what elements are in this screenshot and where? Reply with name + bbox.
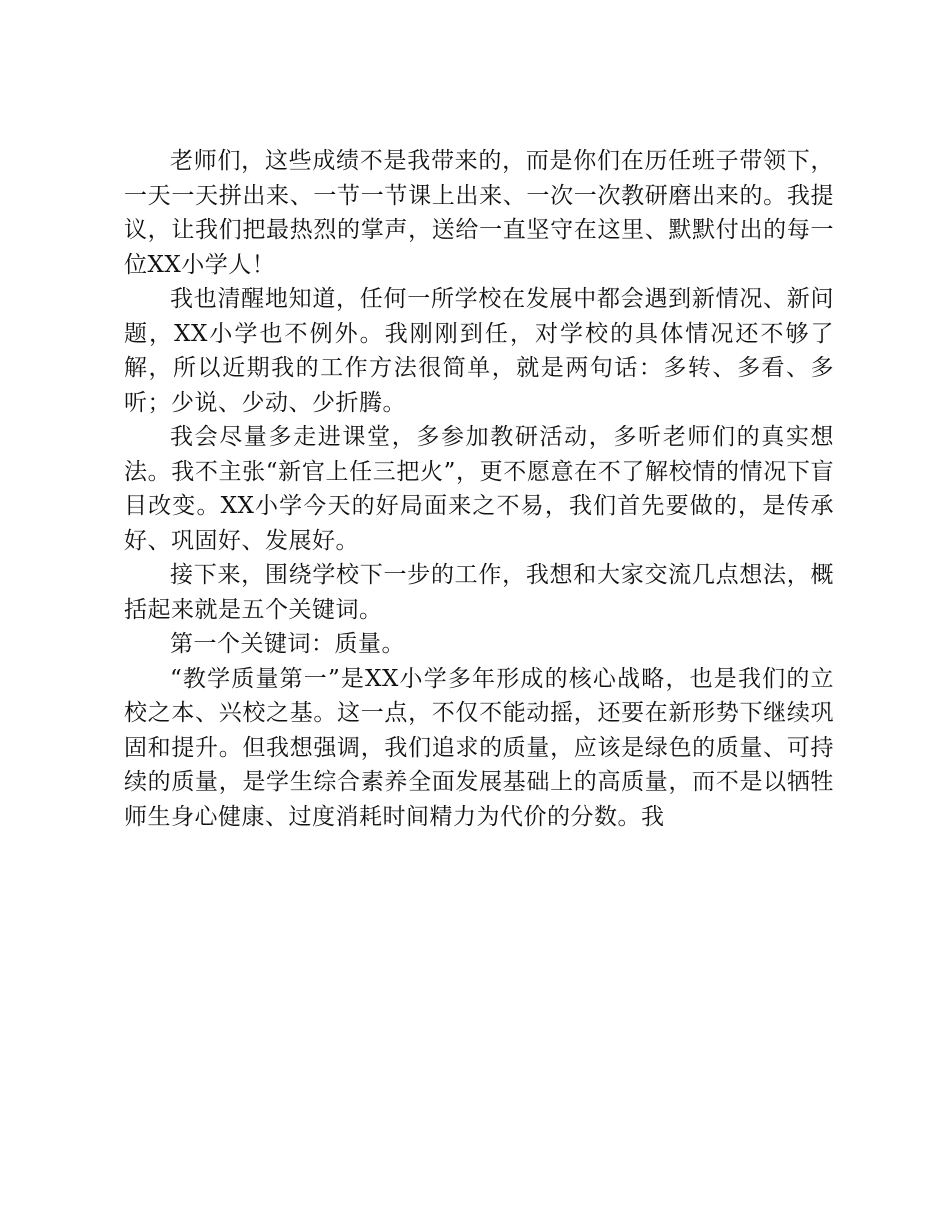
paragraph-five-keywords: 接下来，围绕学校下一步的工作，我想和大家交流几点想法，概括起来就是五个关键词。 [124,562,834,623]
paragraph-new-situation: 我也清醒地知道，任何一所学校在发展中都会遇到新情况、新问题，XX小学也不例外。我刚刚到任，对学校的具体情况还不够了解，所以近期我的工作方法很简单，就是两句话：多转、多看、多听；少说、少动、少折腾。 [124,286,834,416]
paragraph-keyword-quality-heading: 第一个关键词：质量。 [170,631,405,657]
paragraph-credit-to-teachers: 老师们，这些成绩不是我带来的，而是你们在历任班子带领下，一天一天拼出来、一节一节课上出来、一次一次教研磨出来的。我提议，让我们把最热烈的掌声，送给一直坚守在这里、默默付出的每一位XX小学人！ [124,148,834,278]
paragraph-listen-and-learn: 我会尽量多走进课堂，多参加教研活动，多听老师们的真实想法。我不主张“新官上任三把火”，更不愿意在不了解校情的情况下盲目改变。XX小学今天的好局面来之不易，我们首先要做的，是传承好、巩固好、发展好。 [124,424,834,554]
document-body [124,144,834,834]
paragraph-quality-first: “教学质量第一”是XX小学多年形成的核心战略，也是我们的立校之本、兴校之基。这一点，不仅不能动摇，还要在新形势下继续巩固和提升。但我想强调，我们追求的质量，应该是绿色的质量、可持续的质量，是学生综合素养全面发展基础上的高质量，而不是以牺牲师生身心健康、过度消耗时间精力为代价的分数。我 [124,665,834,830]
